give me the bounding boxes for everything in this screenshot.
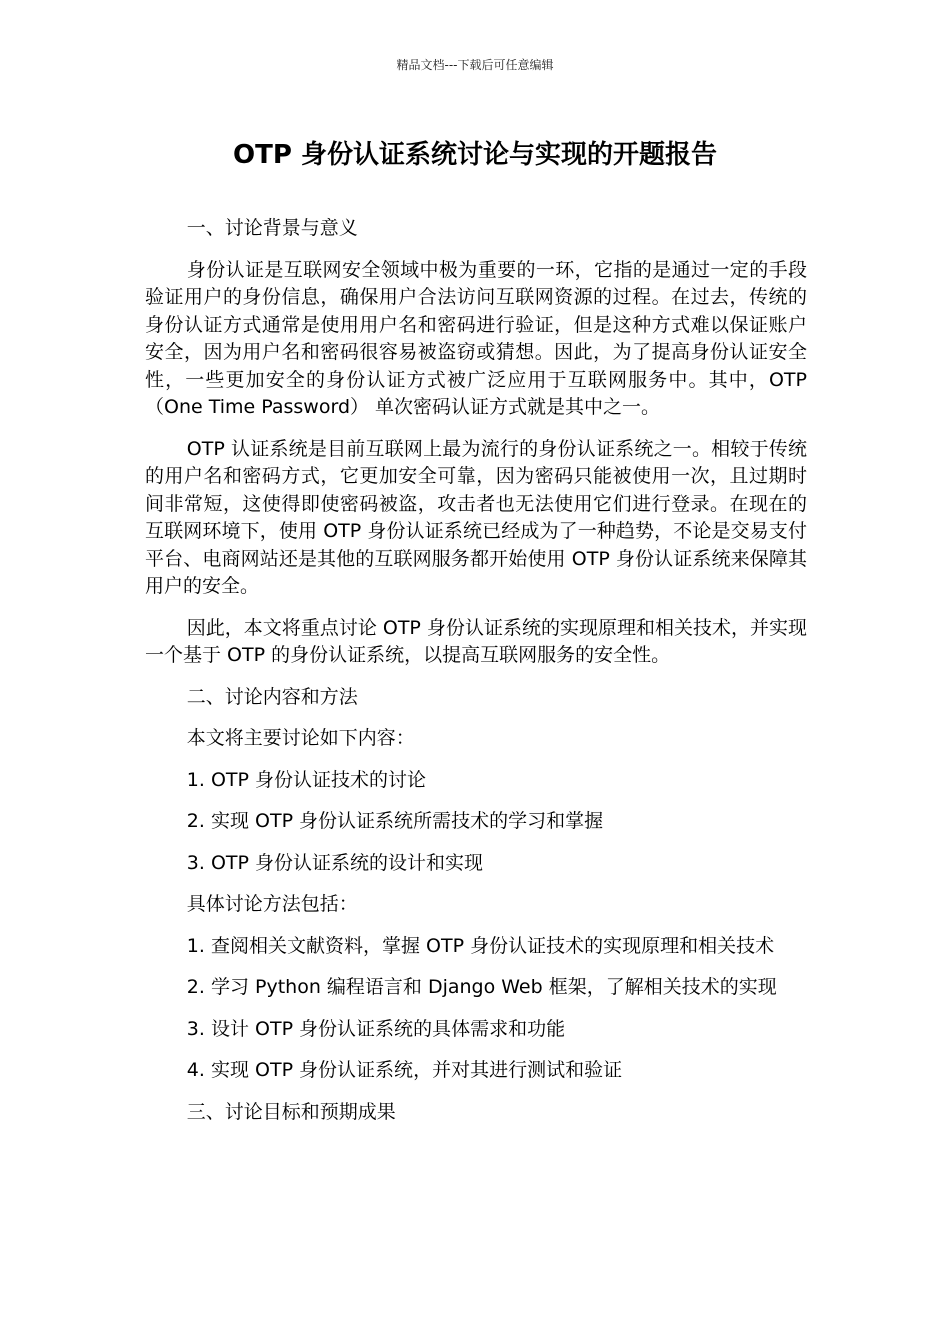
list-item: 3. 设计 OTP 身份认证系统的具体需求和功能	[186, 1017, 566, 1040]
list-item: 3. OTP 身份认证系统的设计和实现	[186, 851, 484, 874]
section-heading-1: 一、讨论背景与意义	[186, 217, 358, 239]
list-item: 1. OTP 身份认证技术的讨论	[186, 768, 427, 791]
page-header: 精品文档---下载后可任意编辑	[396, 58, 554, 72]
paragraph-purpose: 因此，本文将重点讨论 OTP 身份认证系统的实现原理和相关技术，并实现一个基于 OTP 的身份认证系统，以提高互联网服务的安全性。	[145, 616, 807, 666]
document-body	[145, 215, 807, 1140]
list-item: 1. 查阅相关文献资料，掌握 OTP 身份认证技术的实现原理和相关技术	[186, 934, 775, 957]
section-heading-3: 三、讨论目标和预期成果	[186, 1100, 396, 1123]
paragraph-content-intro: 本文将主要讨论如下内容：	[186, 727, 415, 749]
paragraph-background: 身份认证是互联网安全领域中极为重要的一环，它指的是通过一定的手段验证用户的身份信息，确保用户合法访问互联网资源的过程。在过去，传统的身份认证方式通常是使用用户名和密码进行验证，但是这种方式难以保证账户安全，因为用户名和密码很容易被盗窃或猜想。因此，为了提高身份认证安全性，一些更加安全的身份认证方式被广泛应用于互联网服务中。其中，OTP（One Time Password） 单次密码认证方式就是其中之一。	[145, 258, 807, 418]
paragraph-otp-intro: OTP 认证系统是目前互联网上最为流行的身份认证系统之一。相较于传统的用户名和密码方式，它更加安全可靠，因为密码只能被使用一次，且过期时间非常短，这使得即使密码被盗，攻击者也无法使用它们进行登录。在现在的互联网环境下，使用 OTP 身份认证系统已经成为了一种趋势，不论是交易支付平台、电商网站还是其他的互联网服务都开始使用 OTP 身份认证系统来保障其用户的安全。	[145, 437, 807, 597]
list-item: 2. 学习 Python 编程语言和 Django Web 框架，了解相关技术的实现	[186, 976, 777, 998]
document-title: OTP 身份认证系统讨论与实现的开题报告	[233, 140, 717, 170]
list-item: 2. 实现 OTP 身份认证系统所需技术的学习和掌握	[186, 810, 604, 832]
paragraph-method-intro: 具体讨论方法包括：	[186, 893, 358, 915]
section-heading-2: 二、讨论内容和方法	[186, 685, 358, 708]
list-item: 4. 实现 OTP 身份认证系统，并对其进行测试和验证	[186, 1059, 623, 1081]
